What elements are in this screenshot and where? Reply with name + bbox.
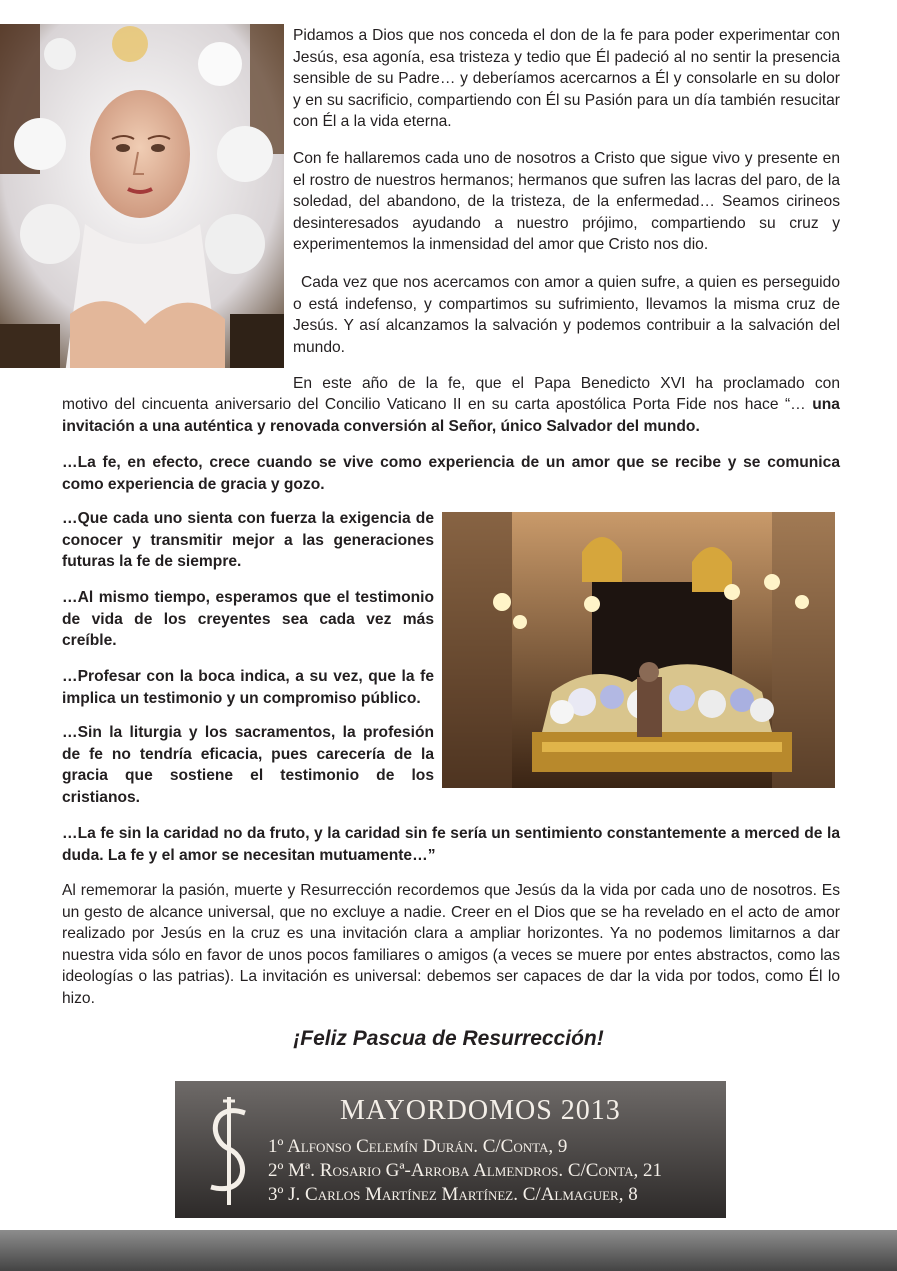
paragraph-5: Al rememorar la pasión, muerte y Resurrección recordemos que Jesús da la vida por cada uno de nosotros. Es un gesto de alcance universal, que no excluye a nadie. Creer en el Dios que se ha revelado en el acto de amor realizado por Jesús en la cruz es una invitación clara a ampliar horizontes. Ya no podemos limitarnos a dar nuestra vida sólo en favor de unos pocos familiares o amigos (a veces se muere por entes abstractos, como las ideologías o las patrias). La invitación es universal: debemos ser capaces de dar la vida por todos, como Él lo hizo. [62, 882, 840, 1007]
quote-4: …Profesar con la boca indica, a su vez, que la fe implica un testimonio y un compromiso público. [62, 668, 434, 707]
paragraph-4-text: motivo del cincuenta aniversario del Concilio Vaticano II en su carta apostólica Porta Fide nos hace “… [62, 396, 806, 413]
quote-5: …Sin la liturgia y los sacramentos, la profesión de fe no tendría eficacia, pues carecería de la gracia que sostiene el testimonio de los cristianos. [62, 724, 434, 806]
paragraph-2: Con fe hallaremos cada uno de nosotros a Cristo que sigue vivo y presente en el rostro de nuestros hermanos; hermanos que sufren las lacras del paro, de la soledad, del abandono, de la tristeza, de la enfermedad… Seamos cirineos desinteresados ayudando a nuestro prójimo, compartiendo su cruz y experimentemos la inmensidad del amor que Cristo nos dio. [293, 150, 840, 253]
paragraph-4-quote: una invitación a una auténtica y renovada conversión al Señor, único Salvador del mundo. [62, 396, 840, 435]
procession-float-photo [442, 512, 835, 788]
quote-6: …La fe sin la caridad no da fruto, y la caridad sin fe sería un sentimiento constantemente a merced de la duda. La fe y el amor se necesitan mutuamente…” [62, 825, 840, 864]
footer-bar [0, 1230, 897, 1271]
mayordomos-box [175, 1081, 726, 1218]
mayordomos-title: MAYORDOMOS 2013 [340, 1095, 621, 1126]
paragraph-4-first-line: En este año de la fe, que el Papa Benedicto XVI ha proclamado con [293, 375, 840, 392]
mayordomo-line-3: 3º J. Carlos Martínez Martínez. C/Almaguer, 8 [268, 1184, 638, 1205]
mayordomo-line-2: 2º Mª. Rosario Gª-Arroba Almendros. C/Conta, 21 [268, 1160, 663, 1181]
virgin-statue-illustration [0, 24, 284, 368]
quote-1: …La fe, en efecto, crece cuando se vive como experiencia de un amor que se recibe y se comunica como experiencia de gracia y gozo. [62, 454, 840, 493]
virgin-statue-photo [0, 24, 284, 368]
hermandad-emblem-icon [201, 1093, 257, 1209]
paragraph-3: Cada vez que nos acercamos con amor a quien sufre, a quien es perseguido o está indefenso, y compartimos su sufrimiento, llevamos la misma cruz de Jesús. Y así alcanzamos la salvación y podemos contribuir a la salvación del mundo. [293, 274, 840, 356]
quote-2: …Que cada uno sienta con fuerza la exigencia de conocer y transmitir mejor a las generaciones futuras la fe de siempre. [62, 510, 434, 570]
mayordomo-line-1: 1º Alfonso Celemín Durán. C/Conta, 9 [268, 1136, 568, 1157]
closing-greeting: ¡Feliz Pascua de Resurrección! [293, 1027, 604, 1050]
paragraph-4 [62, 394, 840, 437]
procession-float-illustration [442, 512, 835, 788]
paragraph-1: Pidamos a Dios que nos conceda el don de la fe para poder experimentar con Jesús, esa agonía, esa tristeza y tedio que Él padeció al no sentir la presencia sensible de su Padre… y deberíamos acercarnos a Él y consolarle en su dolor y en su sacrificio, compartiendo con Él su Pasión para un día también resucitar con Él a la vida eterna. [293, 27, 840, 130]
quote-3: …Al mismo tiempo, esperamos que el testimonio de vida de los creyentes sea cada vez más creíble. [62, 589, 434, 649]
